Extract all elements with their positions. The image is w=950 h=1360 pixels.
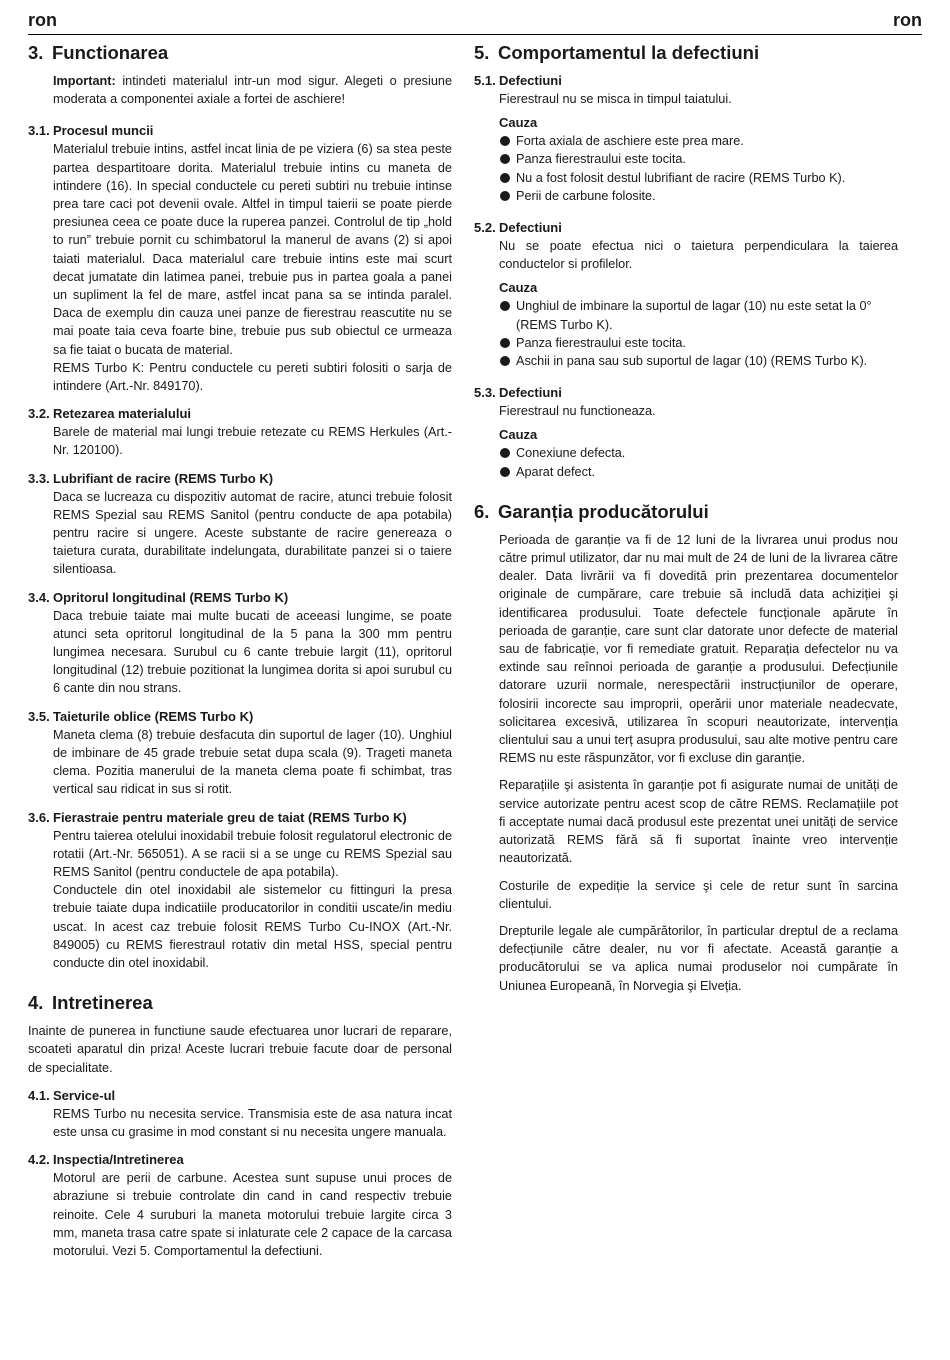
subsection-number: 3.2. bbox=[28, 406, 50, 422]
list-item: Conexiune defecta. bbox=[499, 444, 898, 462]
subsection-title: Opritorul longitudinal (REMS Turbo K) bbox=[53, 589, 289, 605]
important-label: Important: bbox=[53, 74, 116, 88]
paragraph: Pentru taierea otelului inoxidabil trebuie folosit regulatorul electronic de rotatii (Art.-Nr. 565051). A se racii si a se unge cu REMS Spezial sau REMS Sanitol (pentru conductele de apa potabila). bbox=[53, 828, 452, 879]
subsection-heading bbox=[28, 589, 452, 607]
cause-list bbox=[499, 297, 898, 370]
subsection-title: Procesul muncii bbox=[53, 123, 154, 139]
paragraph: Barele de material mai lungi trebuie retezate cu REMS Herkules (Art.-Nr. 120100). bbox=[53, 425, 452, 458]
subsection-title: Retezarea materialului bbox=[53, 406, 192, 422]
cause-label: Cauza bbox=[499, 427, 538, 443]
paragraph: Conductele din otel inoxidabil ale sistemelor cu fittinguri la presa trebuie taiate dupa indicatiile producatorilor in conditii uscate/in mediu uscat. In acest caz trebuie folosit REMS Turbo Cu-INOX (Art.-Nr. 849005) cu REMS fierestraul rotativ din metal HSS, special pentru conducte din otel inoxidabil. bbox=[53, 883, 452, 970]
important-note bbox=[53, 72, 452, 108]
header-language-left: ron bbox=[28, 10, 57, 30]
subsection-title: Service-ul bbox=[53, 1087, 116, 1103]
subsection-title: Fierastraie pentru materiale greu de taiat (REMS Turbo K) bbox=[53, 809, 407, 825]
subsection-heading bbox=[474, 219, 898, 237]
subsection-number: 5.1. bbox=[474, 73, 496, 88]
paragraph: Daca se lucreaza cu dispozitiv automat de racire, atunci trebuie folosit REMS Spezial sau REMS Sanitol (pentru conducte de apa potabila) pentru racire si ungere. Aceste substante de racire genereaza o taietura curata, durabilitate indelungata, durabilitate panzei si o taiere silentioasa. bbox=[53, 489, 452, 577]
subsection-heading bbox=[28, 708, 452, 726]
subsection-title: Defectiuni bbox=[499, 385, 562, 401]
paragraph: Daca trebuie taiate mai multe bucati de aceeasi lungime, se poate atunci seta opritorul longitudinal de la 5 pana la 300 mm pentru lungimea necesara. Surubul cu 6 cante trebuie largit (11), opritorul longitudinal (12) trebuie pozitionat la lungimea dorita si apoi surubul cu 6 cante din nou strans. bbox=[53, 608, 452, 696]
subsection-number: 4.1. bbox=[28, 1087, 50, 1103]
section-title: Garanția producătorului bbox=[498, 500, 709, 522]
subsection-number: 3.5. bbox=[28, 708, 50, 724]
paragraph: Motorul are perii de carbune. Acestea sunt supuse unui proces de abraziune si trebuie controlate din cand in cand respectiv trebuie reinoite. Cele 4 suruburi la maneta motorului trebuie largite circa 3 mm, maneta trasa catre spate si inlaturate cele 2 capace de la carcasa motorului. Vezi 5. Comportamentul la defectiuni. bbox=[53, 1171, 452, 1258]
subsection-heading bbox=[28, 809, 452, 827]
section-number: 3. bbox=[28, 42, 44, 63]
section-title: Intretinerea bbox=[52, 992, 153, 1014]
list-item: Aparat defect. bbox=[499, 463, 898, 481]
paragraph: REMS Turbo nu necesita service. Transmisia este de asa natura incat este unsa cu grasime in mod constant si nu necesita ungere manuala. bbox=[53, 1106, 452, 1139]
subsection-title: Lubrifiant de racire (REMS Turbo K) bbox=[53, 470, 274, 486]
subsection-title: Defectiuni bbox=[499, 73, 562, 88]
subsection-heading bbox=[28, 1151, 452, 1169]
cause-label: Cauza bbox=[499, 115, 538, 131]
paragraph: Nu se poate efectua nici o taietura perpendiculara la taierea conductelor si profilelor. bbox=[499, 239, 898, 272]
section-5-heading bbox=[474, 42, 898, 64]
subsection-title: Inspectia/Intretinerea bbox=[53, 1152, 184, 1168]
section-number: 5. bbox=[474, 42, 490, 63]
section-number: 6. bbox=[474, 500, 490, 522]
cause-list bbox=[499, 444, 898, 480]
subsection-number: 3.3. bbox=[28, 470, 50, 486]
important-text: intindeti materialul intr-un mod sigur. Alegeti o presiune moderata a componentei axiale a fortei de aschiere! bbox=[53, 74, 452, 107]
paragraph: REMS Turbo K: Pentru conductele cu pereti subtiri folositi o sarja de intindere (Art.-Nr. 849170). bbox=[53, 360, 452, 394]
paragraph: Inainte de punerea in functiune saude efectuarea unor lucrari de reparare, scoateti aparatul din priza! Aceste lucrari trebuie facute doar de personal de specialitate. bbox=[28, 1024, 452, 1075]
paragraph: Drepturile legale ale cumpărătorilor, în particular dreptul de a reclama defecțiunile către dealer, nu vor fi afectate. Această garanție a producătorului se va aplica numai produselor noi cumpărate în Uniunea Europeană, în Norvegia şi Elveția. bbox=[499, 923, 898, 993]
subsection-heading bbox=[474, 72, 898, 90]
paragraph: Materialul trebuie intins, astfel incat linia de pe viziera (6) sa stea peste partea despartitoare dorita. Materialul trebuie intins cu maneta de intindere (16). In special conductele cu pereti subtiri nu trebuie intinse prea tare caci pot devenii ovale. Altfel in timpul taierii se poate pierde presiunea ceea ce poate duce la ruperea panzei. Controlul de tip „hold to run” trebuie pornit cu schimbatorul la manerul de avans (2) si apoi taiati materialul. Daca materialul care trebuie intins este mai scurt decat jumatate din latimea panei, trebuie pus in partea goala a panei un supliment la fel de mare, astfel incat pana sa se intinda paralel. Daca de exemplu din cauza unei panze de fierestrau reascutite nu se mai poate taia ceva foarte bine, trebuie pus sub obiectul ce urmeaza sa fie taiat o bucata de material. bbox=[53, 142, 452, 357]
section-4-heading bbox=[28, 992, 452, 1014]
paragraph: Maneta clema (8) trebuie desfacuta din suportul de lager (10). Unghiul de imbinare de 45 grade trebuie setat dupa scala (9). Trageti maneta clema. Pozitia manerului de la maneta clema poate fi schimbat, tras vertical sau ridicat in sus si rotit. bbox=[53, 727, 452, 797]
paragraph: Perioada de garanție va fi de 12 luni de la livrarea unui produs nou către primul utilizator, dar nu mai mult de 24 de luni de la livrarea către dealer. Data livrării va fi dovedită prin prezentarea documentelor originale de cumpărare, care trebuie să includă data achiziției şi identificarea produsului. Toate defectele funcționale apărute în perioada de garanție, care sunt clar datorate unor defecte de material sau de fabricație, vor fi remediate gratuit. Reparația defectelor nu va extinde sau reînnoi perioada de garanție a produsului. Defecțiunile datorare uzurii normale, nerespectării instrucțiunilor de operare, folosirii incorecte sau improprii, operării unor materiale neadecvate, solicitarea excesivă, utilizarea în scopuri neautorizate, intervenția clientului sau a unui terț asupra produsului, sau alte motive pentru care REMS nu este răspunzător, vor fi excluse din garanție. bbox=[499, 532, 898, 766]
subsection-number: 5.2. bbox=[474, 220, 496, 236]
left-column bbox=[28, 42, 452, 1260]
subsection-title: Taieturile oblice (REMS Turbo K) bbox=[53, 708, 254, 724]
list-item: Perii de carbune folosite. bbox=[499, 187, 898, 205]
paragraph: Costurile de expediție la service şi cele de retur sunt în sarcina clientului. bbox=[499, 878, 898, 911]
list-item: Aschii in pana sau sub suportul de lagar (10) (REMS Turbo K). bbox=[499, 352, 898, 370]
list-item: Panza fierestraului este tocita. bbox=[499, 334, 898, 352]
subsection-heading bbox=[28, 470, 452, 488]
subsection-heading bbox=[28, 122, 452, 140]
section-title: Functionarea bbox=[52, 42, 169, 63]
list-item: Nu a fost folosit destul lubrifiant de racire (REMS Turbo K). bbox=[499, 169, 898, 187]
subsection-number: 3.6. bbox=[28, 809, 50, 825]
subsection-number: 3.4. bbox=[28, 589, 50, 605]
list-item: Forta axiala de aschiere este prea mare. bbox=[499, 132, 898, 150]
page-header bbox=[28, 6, 922, 35]
section-title: Comportamentul la defectiuni bbox=[498, 42, 760, 63]
list-item: Panza fierestraului este tocita. bbox=[499, 150, 898, 168]
subsection-heading bbox=[474, 384, 898, 402]
subsection-number: 4.2. bbox=[28, 1152, 50, 1168]
subsection-number: 5.3. bbox=[474, 385, 496, 401]
subsection-title: Defectiuni bbox=[499, 220, 562, 236]
subsection-number: 3.1. bbox=[28, 123, 50, 139]
paragraph: Fierestraul nu se misca in timpul taiatului. bbox=[499, 92, 732, 106]
subsection-heading bbox=[28, 405, 452, 423]
right-column bbox=[474, 42, 898, 995]
subsection-heading bbox=[28, 1087, 452, 1105]
section-number: 4. bbox=[28, 992, 44, 1014]
header-language-right: ron bbox=[893, 10, 922, 30]
paragraph: Fierestraul nu functioneaza. bbox=[499, 404, 656, 419]
cause-list bbox=[499, 132, 898, 205]
section-3-heading bbox=[28, 42, 452, 64]
paragraph: Reparațiile şi asistenta în garanție pot fi asigurate numai de unități de service autorizate pentru acest scop de către REMS. Reclamațiile pot fi acceptate numai dacă produsul este prezentat unei unități de service autorizată REMS fără să fi suportat înainte vreo intervenție neautorizată. bbox=[499, 778, 898, 866]
list-item: Unghiul de imbinare la suportul de lagar (10) nu este setat la 0° (REMS Turbo K). bbox=[499, 297, 898, 333]
section-6-heading bbox=[474, 501, 898, 523]
cause-label: Cauza bbox=[499, 280, 538, 296]
